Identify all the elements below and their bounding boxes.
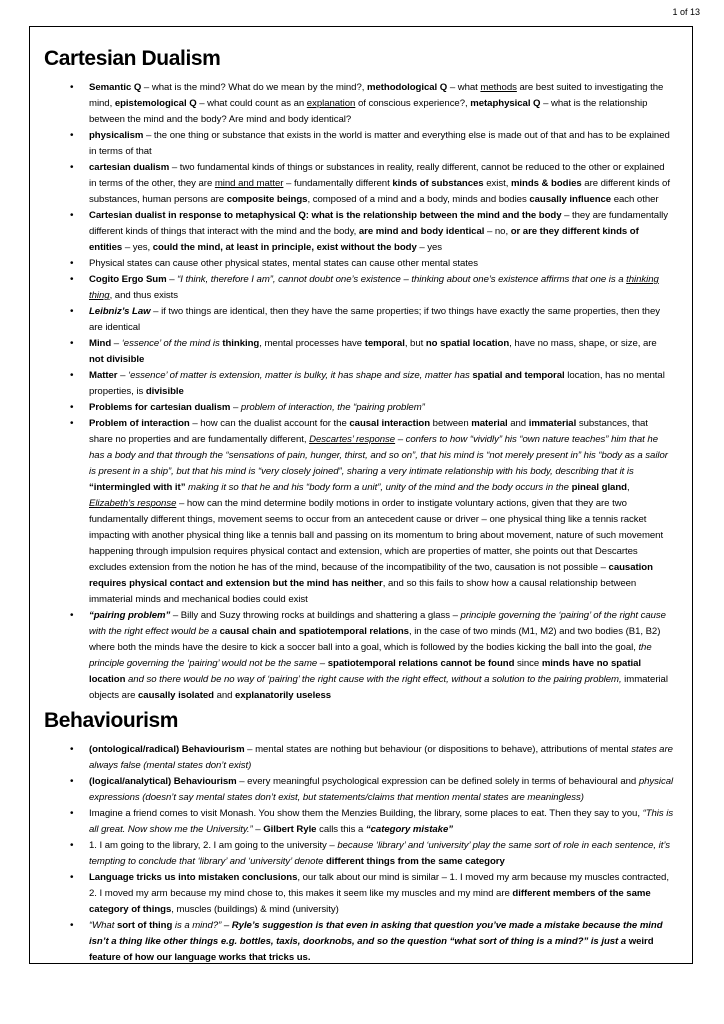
- list-item: [89, 272, 674, 304]
- text-run: Language tricks us into mistaken conclusions: [89, 872, 298, 883]
- text-run: “What: [89, 920, 117, 931]
- text-run: explanation: [306, 98, 356, 109]
- list-item: [89, 806, 674, 838]
- text-run: , composed of a mind and a body, minds and bodies: [307, 194, 530, 205]
- section-title-behaviourism: Behaviourism: [44, 709, 179, 732]
- text-run: Semantic Q: [89, 82, 142, 93]
- text-run: ,: [626, 482, 630, 493]
- text-run: epistemological Q: [114, 98, 197, 109]
- text-run: methods: [480, 82, 517, 93]
- text-run: (ontological/radical) Behaviourism: [89, 744, 245, 755]
- text-run: – mental states are nothing but behaviour (or dispositions to behave), attributions of mental: [244, 744, 632, 755]
- list-item: [89, 918, 674, 964]
- text-run: – yes: [416, 242, 443, 253]
- text-run: and so there would be no way of ‘pairing’ the right cause with the right effect, without a solution to the pairing problem,: [125, 674, 622, 685]
- text-run: –: [252, 824, 264, 835]
- text-run: or are they different kinds of entities: [89, 226, 639, 253]
- text-run: principle governing the ‘pairing’ of the right cause with the right effect would be a: [89, 610, 666, 637]
- list-item: [89, 742, 674, 774]
- text-run: sort of thing: [116, 920, 173, 931]
- list-item: [89, 400, 674, 416]
- text-run: kinds of substances: [392, 178, 484, 189]
- text-run: weird feature of how our language works that tricks us.: [89, 936, 654, 963]
- text-run: substances, that share no properties and are fundamentally different,: [89, 418, 648, 445]
- list-item: [89, 870, 674, 918]
- list-item: [89, 256, 674, 272]
- text-run: –: [166, 274, 178, 285]
- text-run: causation requires physical contact and extension but the mind has neither: [89, 562, 653, 589]
- text-run: between: [430, 418, 472, 429]
- text-run: – if two things are identical, then they have the same properties; if two things have exactly the same properties, then they are identical: [89, 306, 660, 333]
- text-run: – no,: [484, 226, 511, 237]
- text-run: – what is the relationship between the mind and the body? Are mind and body identical?: [89, 98, 648, 125]
- text-run: – Billy and Suzy throwing rocks at buildings and shattering a glass –: [170, 610, 461, 621]
- text-run: of conscious experience?,: [355, 98, 471, 109]
- document-page: [29, 26, 693, 964]
- text-run: –: [111, 338, 122, 349]
- text-run: – what is the mind? What do we mean by the mind?,: [141, 82, 367, 93]
- text-run: could the mind, at least in principle, exist without the body: [152, 242, 417, 253]
- text-run: “I think, therefore I am”, cannot doubt one’s existence – thinking about one’s existence affirms that one is a: [177, 274, 627, 285]
- text-run: metaphysical Q: [470, 98, 541, 109]
- text-run: thinking thing: [89, 274, 659, 301]
- text-run: –: [317, 658, 328, 669]
- text-run: immaterial: [528, 418, 577, 429]
- text-run: thinking: [222, 338, 260, 349]
- text-run: states are always false (mental states don’t exist): [89, 744, 673, 771]
- text-run: –: [117, 370, 129, 381]
- text-run: are different kinds of substances, human persons are: [89, 178, 670, 205]
- text-run: , in the case of two minds (M1, M2) and two bodies (B1, B2) where both the minds have the desire to kick a soccer ball into a goal, which is followed by the bodies kicking the ball into the goal,: [89, 626, 661, 653]
- text-run: , mental processes have: [259, 338, 365, 349]
- text-run: the principle governing the ‘pairing’ would not be the same: [89, 642, 652, 669]
- text-run: spatial and temporal: [472, 370, 565, 381]
- text-run: causally isolated: [138, 690, 214, 701]
- text-run: no spatial location: [425, 338, 510, 349]
- list-item: [89, 160, 674, 208]
- text-run: – yes,: [122, 242, 153, 253]
- text-run: , and so this fails to show how a causal relationship between immaterial minds and mechanical bodies could exist: [89, 578, 637, 605]
- text-run: different things from the same category: [325, 856, 505, 867]
- list-item: [89, 774, 674, 806]
- list-item: [89, 208, 674, 256]
- cartesian-dualism-list: [42, 80, 674, 704]
- text-run: composite beings: [226, 194, 308, 205]
- text-run: methodological Q: [366, 82, 448, 93]
- text-run: calls this a: [316, 824, 366, 835]
- text-run: ‘essence’ of matter is extension, matter is bulky, it has shape and size, matter has: [128, 370, 473, 381]
- behaviourism-list: [42, 742, 674, 964]
- text-run: are best suited to investigating the mind,: [89, 82, 664, 109]
- list-item: [89, 80, 674, 128]
- text-run: physical expressions (doesn’t say mental states don’t exist, but statements/claims that mention mental states are meaningless): [89, 776, 674, 803]
- text-run: divisible: [145, 386, 184, 397]
- text-run: – how can the mind determine bodily motions in order to instigate voluntary actions, given that they are two fundamentally different things, movement seems to occur from an antecedent cause or driver – one physical thing like a tennis racket impacting with another physical thing like a tennis ball and passing on its momentum to bring about movement, nature of such movement happening through impulsion requires physical contact and extension, which are properties of matter, she points out that Descartes excludes extension from the notion he has of the mind, because of the incompatibility of the two, causation is not possible –: [89, 498, 664, 573]
- text-run: “intermingled with it”: [89, 482, 186, 493]
- section-title-cartesian-dualism: Cartesian Dualism: [44, 47, 221, 70]
- text-run: Imagine a friend comes to visit Monash. You show them the Menzies Building, the library, some places to eat. Then they say to you,: [89, 808, 643, 819]
- list-item: [89, 128, 674, 160]
- text-run: , our talk about our mind is similar – 1. I moved my arm because my muscles contracted, 2. I moved my arm because my mind chose to, this makes it seem like my muscles and my mind are: [89, 872, 669, 899]
- text-run: – how can the dualist account for the: [189, 418, 350, 429]
- text-run: exist,: [483, 178, 511, 189]
- text-run: Leibniz’s Law: [89, 306, 151, 317]
- list-item: [89, 368, 674, 400]
- text-run: Gilbert Ryle: [263, 824, 317, 835]
- text-run: temporal: [364, 338, 405, 349]
- text-run: Problems for cartesian dualism: [89, 402, 231, 413]
- text-run: minds have no spatial location: [89, 658, 641, 685]
- text-run: – two fundamental kinds of things or substances in reality, really different, cannot be reduced to the other or explained in terms of the other, they are: [89, 162, 665, 189]
- text-run: making it so that he and his “body form a unit”, unity of the mind and the body occurs in the: [185, 482, 572, 493]
- text-run: is a mind?” –: [172, 920, 232, 931]
- text-run: and: [213, 690, 236, 701]
- page-number: 1 of 13: [672, 7, 700, 17]
- text-run: physicalism: [89, 130, 144, 141]
- text-run: Cartesian dualist in response to metaphysical Q: what is the relationship between the mind and the body: [89, 210, 562, 221]
- text-run: – fundamentally different: [283, 178, 393, 189]
- text-run: Matter: [89, 370, 118, 381]
- text-run: Mind: [89, 338, 112, 349]
- list-item: [89, 838, 674, 870]
- text-run: (logical/analytical) Behaviourism: [89, 776, 237, 787]
- text-run: Ryle’s suggestion is that even in asking that question you’ve made a mistake because the mind isn’t a thing like other things e.g. bottles, taxis, doorknobs, and so the question “what sort of thing is a mind?” is just a: [89, 920, 663, 947]
- text-run: minds & bodies: [510, 178, 582, 189]
- text-run: each other: [611, 194, 659, 205]
- list-item: [89, 304, 674, 336]
- text-run: , and thus exists: [109, 290, 179, 301]
- text-run: , have no mass, shape, or size, are: [509, 338, 657, 349]
- text-run: material: [471, 418, 508, 429]
- text-run: Descartes’ response: [309, 434, 396, 445]
- text-run: location, has no mental properties, is: [89, 370, 665, 397]
- text-run: – what could count as an: [196, 98, 307, 109]
- text-run: different members of the same category of things: [89, 888, 651, 915]
- text-run: “This is all great. Now show me the University.”: [89, 808, 674, 835]
- text-run: since: [514, 658, 542, 669]
- text-run: Physical states can cause other physical states, mental states can cause other mental states: [89, 258, 478, 269]
- text-run: explanatorily useless: [235, 690, 332, 701]
- text-run: causal chain and spatiotemporal relations: [219, 626, 409, 637]
- text-run: because ‘library’ and ‘university’ play the same sort of role in each sentence, it’s tempting to conclude that ‘library’ and ‘university’ denote: [89, 840, 670, 867]
- text-run: are mind and body identical: [358, 226, 485, 237]
- text-run: mind and matter: [214, 178, 284, 189]
- text-run: – every meaningful psychological expression can be defined solely in terms of behavioural and: [236, 776, 639, 787]
- text-run: – confers to how “vividly” his “own nature teaches” him that he has a body and that through the “sensations of pain, hunger, thirst, and so on”, that his mind is “not merely present in” his “body as a sailor is present in a ship”, but that his mind is “very closely joined”, sharing a very intimate relationship with his body, describing that it is: [89, 434, 668, 477]
- text-run: 1. I am going to the library, 2. I am going to the university –: [89, 840, 338, 851]
- text-run: Elizabeth’s response: [89, 498, 177, 509]
- text-run: spatiotemporal relations cannot be found: [327, 658, 515, 669]
- text-run: immaterial objects are: [89, 674, 668, 701]
- text-run: ‘essence’ of the mind is: [121, 338, 223, 349]
- text-run: – what: [447, 82, 481, 93]
- text-run: causally influence: [529, 194, 612, 205]
- text-run: , but: [404, 338, 426, 349]
- list-item: [89, 416, 674, 608]
- text-run: and: [507, 418, 529, 429]
- text-run: “category mistake”: [365, 824, 453, 835]
- text-run: – they are fundamentally different kinds of things that interact with the mind and the body,: [89, 210, 668, 237]
- text-run: pineal gland: [571, 482, 627, 493]
- text-run: not divisible: [89, 354, 145, 365]
- text-run: causal interaction: [349, 418, 431, 429]
- text-run: –: [230, 402, 241, 413]
- text-run: , muscles (buildings) & mind (university): [171, 904, 339, 915]
- text-run: “pairing problem”: [89, 610, 171, 621]
- text-run: Cogito Ergo Sum: [89, 274, 167, 285]
- text-run: cartesian dualism: [89, 162, 170, 173]
- text-run: Problem of interaction: [89, 418, 190, 429]
- text-run: – the one thing or substance that exists in the world is matter and everything else is made out of that and has to be explained in terms of that: [89, 130, 670, 157]
- text-run: problem of interaction, the “pairing problem”: [240, 402, 425, 413]
- list-item: [89, 336, 674, 368]
- list-item: [89, 608, 674, 704]
